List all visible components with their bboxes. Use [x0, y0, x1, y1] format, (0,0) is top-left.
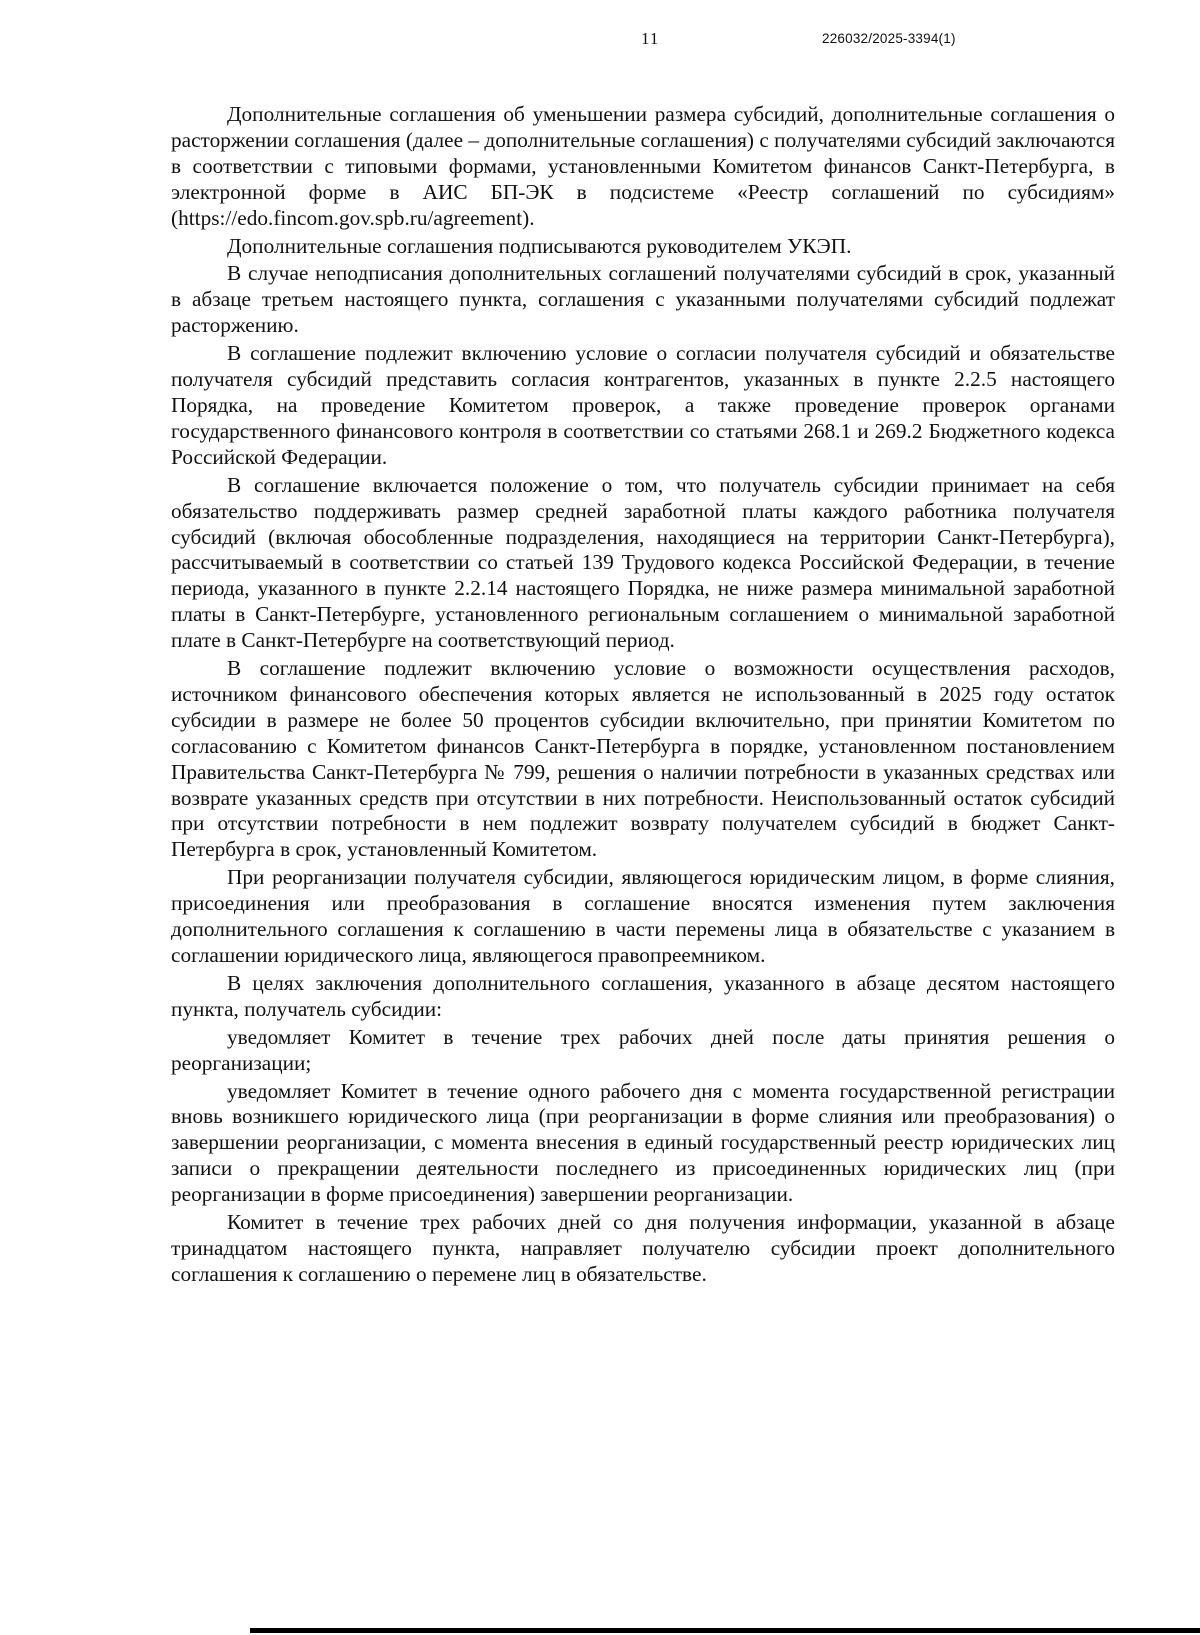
paragraph-unused-balance: В соглашение подлежит включению условие о возможности осуществления расходов, источником финансового обеспечения которых является не использованный в 2025 году остаток субсидии в размере не более 50 процентов субсидии включительно, при принятии Комитетом по согласованию с Комитетом финансов Санкт-Петербурга в порядке, установленном постановлением Правительства Санкт-Петербурга № 799, решения о наличии потребности в указанных средствах или возврате указанных средств при отсутствии в них потребности. Неиспользованный остаток субсидий при отсутствии потребности в нем подлежит возврату получателем субсидий в бюджет Санкт-Петербурга в срок, установленный Комитетом.: [171, 656, 1115, 862]
paragraph-consent-condition: В соглашение подлежит включению условие о согласии получателя субсидий и обязательстве получателя субсидий представить согласия контрагентов, указанных в пункте 2.2.5 настоящего Порядка, на проведение Комитетом проверок, а также проведение проверок органами государственного финансового контроля в соответствии со статьями 268.1 и 269.2 Бюджетного кодекса Российской Федерации.: [171, 341, 1115, 469]
paragraph-salary-obligation: В соглашение включается положение о том, что получатель субсидии принимает на себя обязательство поддерживать размер средней заработной платы каждого работника получателя субсидий (включая обособленные подразделения, находящиеся на территории Санкт-Петербурга), рассчитываемый в соответствии со статьей 139 Трудового кодекса Российской Федерации, в течение периода, указанного в пункте 2.2.14 настоящего Порядка, не ниже размера минимальной заработной платы в Санкт-Петербурге, установленного региональным соглашением о минимальной заработной плате в Санкт-Петербурге на соответствующий период.: [171, 472, 1115, 653]
paragraph-additional-agreements: Дополнительные соглашения об уменьшении размера субсидий, дополнительные соглашения о расторжении соглашения (далее – дополнительные соглашения) с получателями субсидий заключаются в соответствии с типовыми формами, установленными Комитетом финансов Санкт-Петербурга, в электронной форме в АИС БП-ЭК в подсистеме «Реестр соглашений по субсидиям» (https://edo.fincom.gov.spb.ru/agreement).: [171, 102, 1115, 230]
document-body: [171, 102, 1115, 1290]
scan-bottom-edge: [250, 1628, 1200, 1633]
paragraph-signing: Дополнительные соглашения подписываются руководителем УКЭП.: [227, 233, 852, 258]
page-number: 11: [641, 29, 660, 48]
paragraph-notify-registration: уведомляет Комитет в течение одного рабочего дня с момента государственной регистрации вновь возникшего юридического лица (при реорганизации в форме слияния или преобразования) о завершении реорганизации, с момента внесения в единый государственный реестр юридических лиц записи о прекращении деятельности последнего из присоединенных юридических лиц (при реорганизации в форме присоединения) завершении реорганизации.: [171, 1078, 1115, 1207]
paragraph-committee-draft: Комитет в течение трех рабочих дней со дня получения информации, указанной в абзаце тринадцатом настоящего пункта, направляет получателю субсидии проект дополнительного соглашения к соглашению о перемене лиц в обязательстве.: [171, 1210, 1115, 1286]
document-id: 226032/2025-3394(1): [822, 31, 956, 46]
paragraph-notify-decision: уведомляет Комитет в течение трех рабочих дней после даты принятия решения о реорганизации;: [171, 1024, 1115, 1075]
paragraph-termination: В случае неподписания дополнительных соглашений получателями субсидий в срок, указанный в абзаце третьем настоящего пункта, соглашения с указанными получателями субсидий подлежат расторжению.: [171, 261, 1115, 338]
paragraph-reorganization: При реорганизации получателя субсидии, являющегося юридическим лицом, в форме слияния, присоединения или преобразования в соглашение вносятся изменения путем заключения дополнительного соглашения к соглашению в части перемены лица в обязательстве с указанием в соглашении юридического лица, являющегося правопреемником.: [171, 865, 1115, 967]
paragraph-recipient-duties: В целях заключения дополнительного соглашения, указанного в абзаце десятом настоящего пункта, получатель субсидии:: [171, 970, 1115, 1021]
